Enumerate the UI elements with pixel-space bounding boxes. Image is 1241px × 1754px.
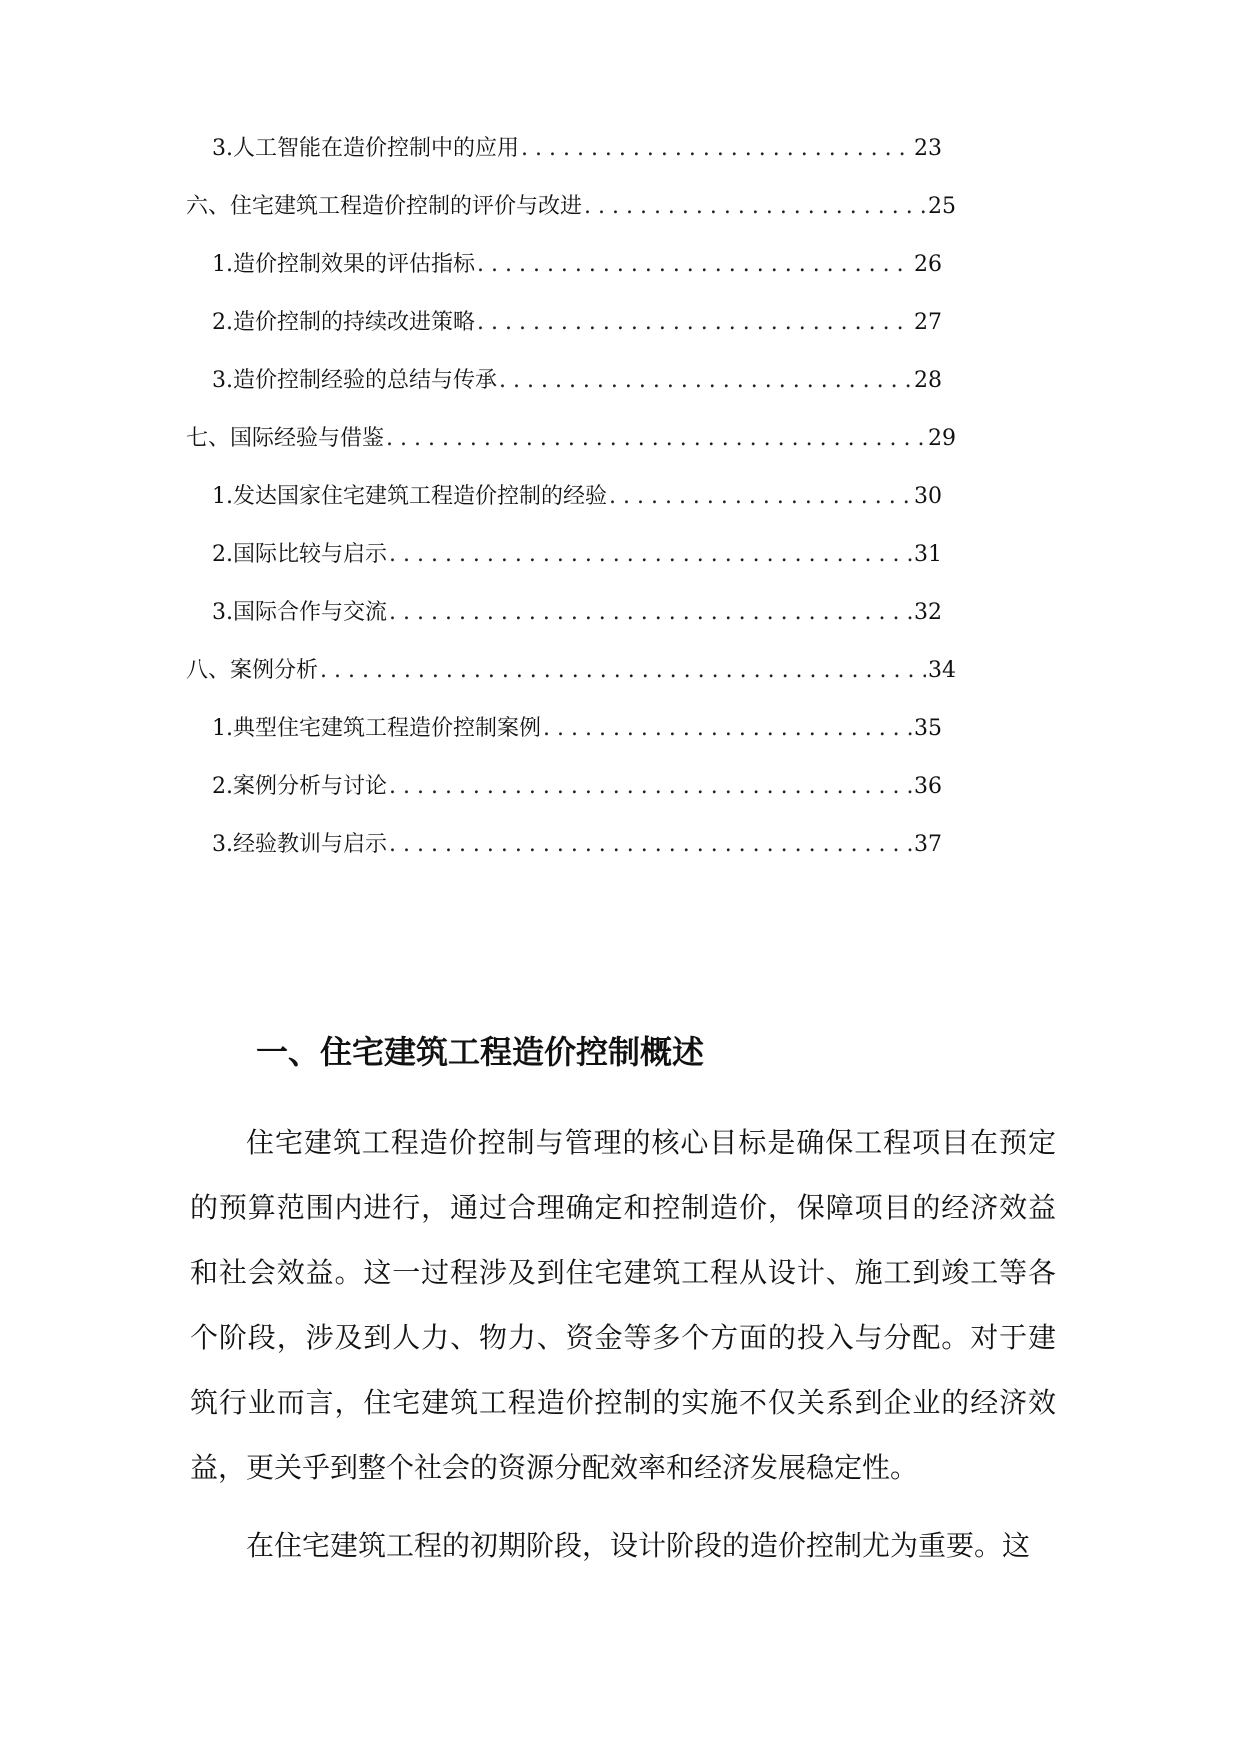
toc-leader-dots bbox=[543, 714, 912, 744]
toc-entry[interactable] bbox=[212, 714, 942, 744]
toc-leader-dots bbox=[386, 424, 926, 454]
toc-entry-page: 23 bbox=[914, 136, 942, 161]
toc-entry-number: 1. bbox=[212, 252, 233, 277]
toc-entry-page: 29 bbox=[928, 426, 956, 451]
toc-leader-dots bbox=[389, 540, 912, 570]
toc-entry-number: 2. bbox=[212, 542, 233, 567]
body-paragraph: 在住宅建筑工程的初期阶段，设计阶段的造价控制尤为重要。这 bbox=[246, 1529, 1031, 1562]
toc-entry-title: 典型住宅建筑工程造价控制案例 bbox=[233, 716, 542, 741]
toc-entry-title: 经验教训与启示 bbox=[233, 832, 388, 857]
toc-entry[interactable] bbox=[186, 424, 956, 454]
toc-entry-title: 国际合作与交流 bbox=[233, 600, 388, 625]
toc-entry-number: 3. bbox=[212, 136, 233, 161]
toc-entry[interactable] bbox=[212, 134, 942, 164]
toc-entry-title: 造价控制的持续改进策略 bbox=[233, 310, 476, 335]
toc-entry[interactable] bbox=[212, 482, 942, 512]
toc-entry-page: 27 bbox=[914, 310, 942, 335]
toc-entry-number: 2. bbox=[212, 310, 233, 335]
toc-entry[interactable] bbox=[212, 772, 942, 802]
toc-leader-dots bbox=[609, 482, 912, 512]
toc-entry-title: 六、住宅建筑工程造价控制的评价与改进 bbox=[186, 194, 583, 219]
toc-entry-title: 八、案例分析 bbox=[186, 658, 319, 683]
section-body bbox=[190, 1110, 1056, 1591]
toc-entry-title: 七、国际经验与借鉴 bbox=[186, 426, 385, 451]
toc-entry-number: 1. bbox=[212, 484, 233, 509]
toc-entry[interactable] bbox=[212, 540, 942, 570]
body-paragraph: 住宅建筑工程造价控制与管理的核心目标是确保工程项目在预定的预算范围内进行，通过合理确定和控制造价，保障项目的经济效益和社会效益。这一过程涉及到住宅建筑工程从设计、施工到竣工等各个阶段，涉及到人力、物力、资金等多个方面的投入与分配。对于建筑行业而言，住宅建筑工程造价控制的实施不仅关系到企业的经济效益，更关乎到整个社会的资源分配效率和经济发展稳定性。 bbox=[190, 1126, 1056, 1484]
toc-entry-page: 26 bbox=[914, 252, 942, 277]
toc-entry-page: 31 bbox=[914, 542, 942, 567]
toc-entry-page: 34 bbox=[928, 658, 956, 683]
toc-entry[interactable] bbox=[186, 656, 956, 686]
toc-entry-title: 发达国家住宅建筑工程造价控制的经验 bbox=[233, 484, 608, 509]
toc-entry[interactable] bbox=[186, 192, 956, 222]
toc-leader-dots bbox=[584, 192, 926, 222]
toc-leader-dots bbox=[389, 598, 912, 628]
toc-entry-number: 1. bbox=[212, 716, 233, 741]
toc-entry-number: 2. bbox=[212, 774, 233, 799]
toc-leader-dots bbox=[320, 656, 926, 686]
toc-leader-dots bbox=[389, 830, 912, 860]
toc-entry-page: 25 bbox=[928, 194, 956, 219]
toc-entry-number: 3. bbox=[212, 600, 233, 625]
toc-entry-number: 3. bbox=[212, 832, 233, 857]
toc-entry-number: 3. bbox=[212, 368, 233, 393]
toc-entry-title: 造价控制经验的总结与传承 bbox=[233, 368, 498, 393]
toc-entry-page: 35 bbox=[914, 716, 942, 741]
toc-entry-title: 案例分析与讨论 bbox=[233, 774, 388, 799]
toc-leader-dots bbox=[477, 308, 912, 338]
toc-entry-page: 30 bbox=[914, 484, 942, 509]
section-heading: 一、住宅建筑工程造价控制概述 bbox=[256, 1033, 705, 1071]
toc-entry[interactable] bbox=[212, 598, 942, 628]
toc-leader-dots bbox=[521, 134, 912, 164]
toc-leader-dots bbox=[499, 366, 912, 396]
toc-entry[interactable] bbox=[212, 366, 942, 396]
toc-entry-title: 造价控制效果的评估指标 bbox=[233, 252, 476, 277]
toc-entry-page: 28 bbox=[914, 368, 942, 393]
toc-entry-title: 国际比较与启示 bbox=[233, 542, 388, 567]
toc-entry[interactable] bbox=[212, 308, 942, 338]
toc-entry-page: 32 bbox=[914, 600, 942, 625]
toc-entry-title: 人工智能在造价控制中的应用 bbox=[233, 136, 520, 161]
toc-leader-dots bbox=[389, 772, 912, 802]
toc-entry[interactable] bbox=[212, 830, 942, 860]
toc-entry[interactable] bbox=[212, 250, 942, 280]
toc-entry-page: 37 bbox=[914, 832, 942, 857]
toc-entry-page: 36 bbox=[914, 774, 942, 799]
toc-leader-dots bbox=[477, 250, 912, 280]
